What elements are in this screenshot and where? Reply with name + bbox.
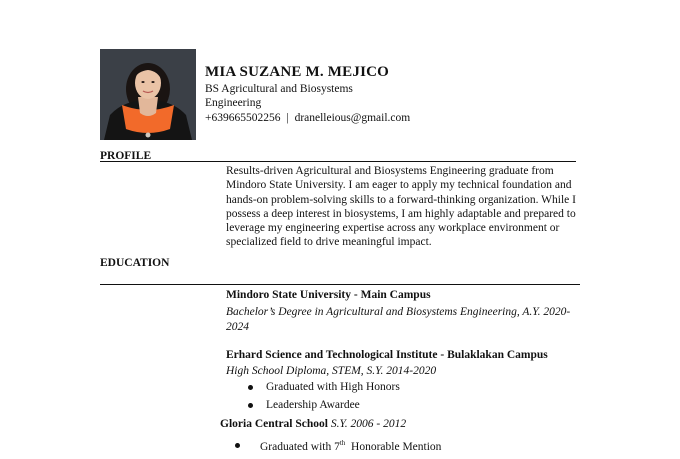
school-campus: - Bulaklakan Campus: [440, 349, 548, 361]
contact-line: [205, 112, 410, 124]
applicant-name: MIA SUZANE M. MEJICO: [205, 64, 390, 80]
education-divider: [100, 284, 580, 285]
honor-item: [260, 439, 441, 453]
school-detail: S.Y. 2006 - 2012: [330, 418, 407, 430]
honor-superscript: th: [339, 439, 346, 447]
profile-photo: [100, 49, 196, 140]
applicant-degree: BS Agricultural and Biosystems Engineering: [205, 83, 353, 109]
contact-separator: |: [286, 112, 289, 124]
school-title: Gloria Central School: [220, 418, 328, 430]
school-title: Erhard Science and Technological Institute: [226, 349, 438, 361]
bullet-icon: [248, 385, 253, 390]
bullet-icon: [235, 443, 240, 448]
school-campus: - Main Campus: [353, 289, 431, 301]
bullet-icon: [248, 403, 253, 408]
profile-summary: Results-driven Agricultural and Biosystems Engineering graduate from Mindoro State University. I am eager to apply my technical foundation and hands-on problem-solving skills to a forward-thinking organization. While I possess a deep interest in biosystems, I am highly adaptable and prepared to leverage my engineering expertise across any workplace environment or specialized field to drive meaningful impact.: [226, 165, 576, 249]
profile-divider: [100, 161, 576, 162]
school-name: [226, 349, 548, 361]
school-detail: Bachelor’s Degree in Agricultural and Biosystems Engineering, A.Y. 2020-2024: [226, 306, 571, 333]
phone-number: +639665502256: [205, 112, 281, 124]
email-address: dranelleious@gmail.com: [294, 112, 411, 124]
school-name: [226, 289, 431, 301]
school-name: [220, 418, 406, 430]
honor-item: Graduated with High Honors: [266, 381, 400, 393]
profile-heading: PROFILE: [100, 150, 152, 162]
school-title: Mindoro State University: [226, 289, 352, 301]
honor-suffix: Honorable Mention: [345, 441, 442, 453]
honor-prefix: Graduated with 7: [260, 441, 340, 453]
school-detail: High School Diploma, STEM, S.Y. 2014-2020: [226, 365, 437, 377]
education-heading: EDUCATION: [100, 257, 170, 269]
honor-item: Leadership Awardee: [266, 399, 360, 411]
